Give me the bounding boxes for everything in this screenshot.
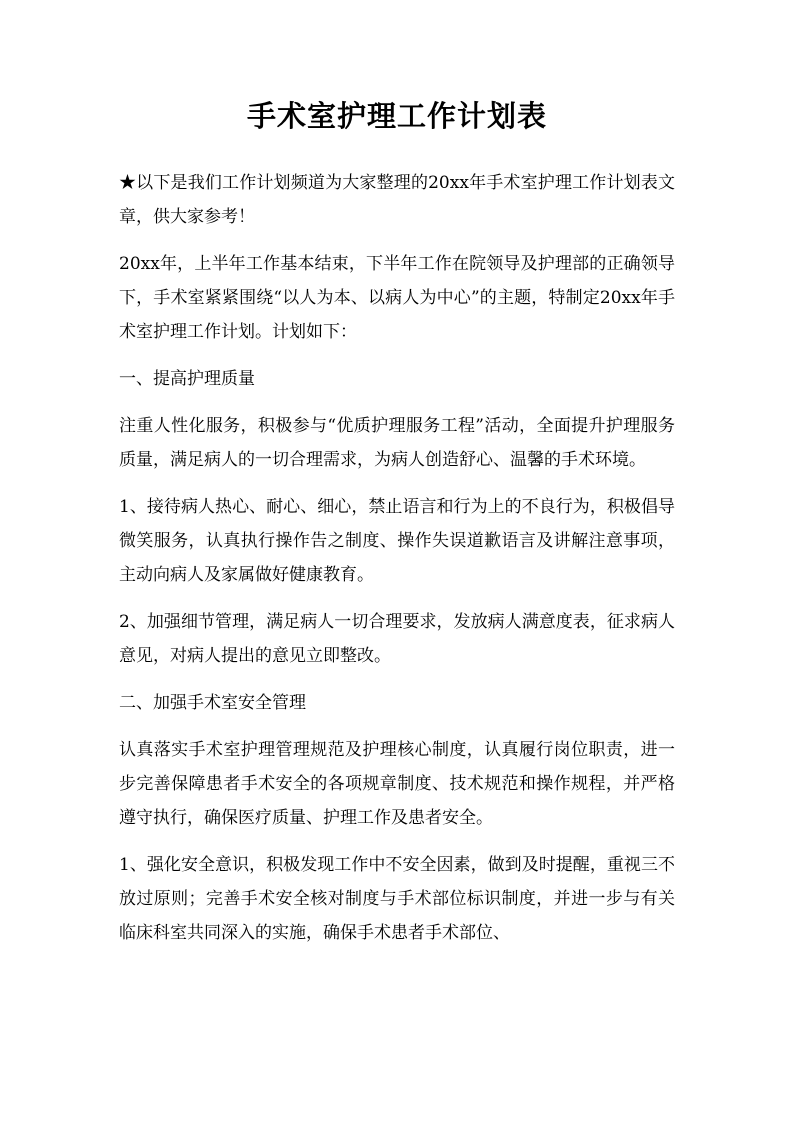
quality-item-2: 2、加强细节管理，满足病人一切合理要求，发放病人满意度表，征求病人意见，对病人提出的意见立即整改。 [119,612,675,666]
section-heading-quality: 一、提高护理质量 [119,369,255,389]
quality-item-1: 1、接待病人热心、耐心、细心，禁止语言和行为上的不良行为，积极倡导微笑服务，认真执行操作告之制度、操作失误道歉语言及讲解注意事项，主动向病人及家属做好健康教育。 [119,497,675,585]
section-heading-safety: 二、加强手术室安全管理 [119,693,306,713]
intro-paragraph: ★以下是我们工作计划频道为大家整理的20xx年手术室护理工作计划表文章，供大家参考！ [119,173,675,227]
safety-body-paragraph: 认真落实手术室护理管理规范及护理核心制度，认真履行岗位职责，进一步完善保障患者手术安全的各项规章制度、技术规范和操作规程，并严格遵守执行，确保医疗质量、护理工作及患者安全。 [119,740,675,828]
document-title: 手术室护理工作计划表 [246,99,547,133]
safety-item-1: 1、强化安全意识，积极发现工作中不安全因素，做到及时提醒，重视三不放过原则；完善手术安全核对制度与手术部位标识制度，并进一步与有关临床科室共同深入的实施，确保手术患者手术部位、 [119,855,675,943]
quality-body-paragraph: 注重人性化服务，积极参与“优质护理服务工程”活动，全面提升护理服务质量，满足病人的一切合理需求，为病人创造舒心、温馨的手术环境。 [119,416,675,470]
opening-paragraph: 20xx年，上半年工作基本结束，下半年工作在院领导及护理部的正确领导下，手术室紧紧围绕“以人为本、以病人为中心”的主题，特制定20xx年手术室护理工作计划。计划如下： [119,254,675,342]
document-body [119,92,675,963]
